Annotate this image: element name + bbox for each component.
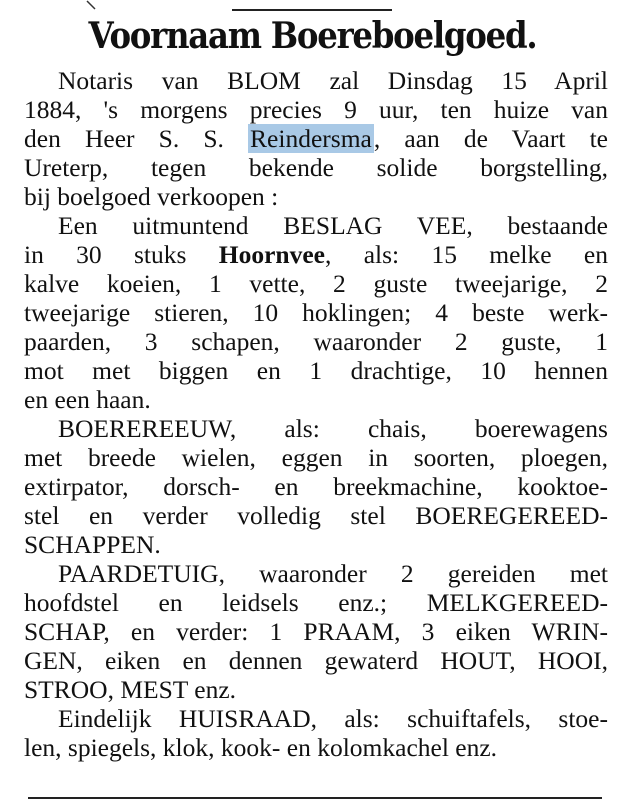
- text-line: 1884, 's morgens precies 9 uur, ten huize van: [24, 95, 608, 124]
- text-segment: in 30 stuks: [24, 240, 219, 269]
- text-line: SCHAP, en verder: 1 PRAAM, 3 eiken WRIN-: [24, 617, 608, 646]
- text-line: PAARDETUIG, waaronder 2 gereiden met: [58, 559, 608, 588]
- paragraph: [24, 211, 608, 414]
- text-line: BOEREREEUW, als: chais, boerewagens: [58, 414, 608, 443]
- highlighted-name: Reindersma: [250, 124, 372, 153]
- text-line: met breede wielen, eggen in soorten, ploegen,: [24, 443, 608, 472]
- text-segment: , als: 15 melke en: [325, 240, 608, 269]
- text-line: SCHAPPEN.: [24, 530, 161, 559]
- paragraph: [24, 704, 608, 762]
- text-line: Eindelijk HUISRAAD, als: schuiftafels, stoe-: [58, 704, 608, 733]
- text-line: Ureterp, tegen bekende solide borgstelling,: [24, 153, 608, 182]
- text-line: bij boelgoed verkoopen :: [24, 182, 279, 211]
- notice-title: Voornaam Boereboelgoed.: [88, 15, 537, 57]
- text-line: mot met biggen en 1 drachtige, 10 hennen: [24, 356, 608, 385]
- paragraph: [24, 559, 608, 704]
- text-line: hoofdstel en leidsels enz.; MELKGEREED-: [24, 588, 608, 617]
- text-line: STROO, MEST enz.: [24, 675, 237, 704]
- text-line: extirpator, dorsch- en breekmachine, kooktoe-: [24, 472, 608, 501]
- text-line: Notaris van BLOM zal Dinsdag 15 April: [58, 66, 608, 95]
- text-segment: den Heer S. S.: [24, 124, 249, 153]
- text-line: tweejarige stieren, 10 hoklingen; 4 beste werk-: [24, 298, 608, 327]
- torn-corner-mark: [86, 0, 98, 10]
- top-rule: [232, 9, 392, 11]
- bold-term: Hoornvee: [218, 240, 325, 269]
- text-segment: , aan de Vaart te: [373, 124, 608, 153]
- text-line: [24, 240, 608, 269]
- text-line: GEN, eiken en dennen gewaterd HOUT, HOOI,: [24, 646, 608, 675]
- text-line: paarden, 3 schapen, waaronder 2 guste, 1: [24, 327, 608, 356]
- paragraph: [24, 414, 608, 559]
- bottom-rule: [28, 797, 602, 799]
- text-line: stel en verder volledig stel BOEREGEREED-: [24, 501, 608, 530]
- text-line: kalve koeien, 1 vette, 2 guste tweejarige, 2: [24, 269, 608, 298]
- text-line: en een haan.: [24, 385, 151, 414]
- text-line: [24, 124, 608, 153]
- notice-body: [24, 66, 608, 762]
- text-line: Een uitmuntend BESLAG VEE, bestaande: [58, 211, 608, 240]
- text-line: len, spiegels, klok, kook- en kolomkachel enz.: [24, 733, 498, 762]
- paragraph: [24, 66, 608, 211]
